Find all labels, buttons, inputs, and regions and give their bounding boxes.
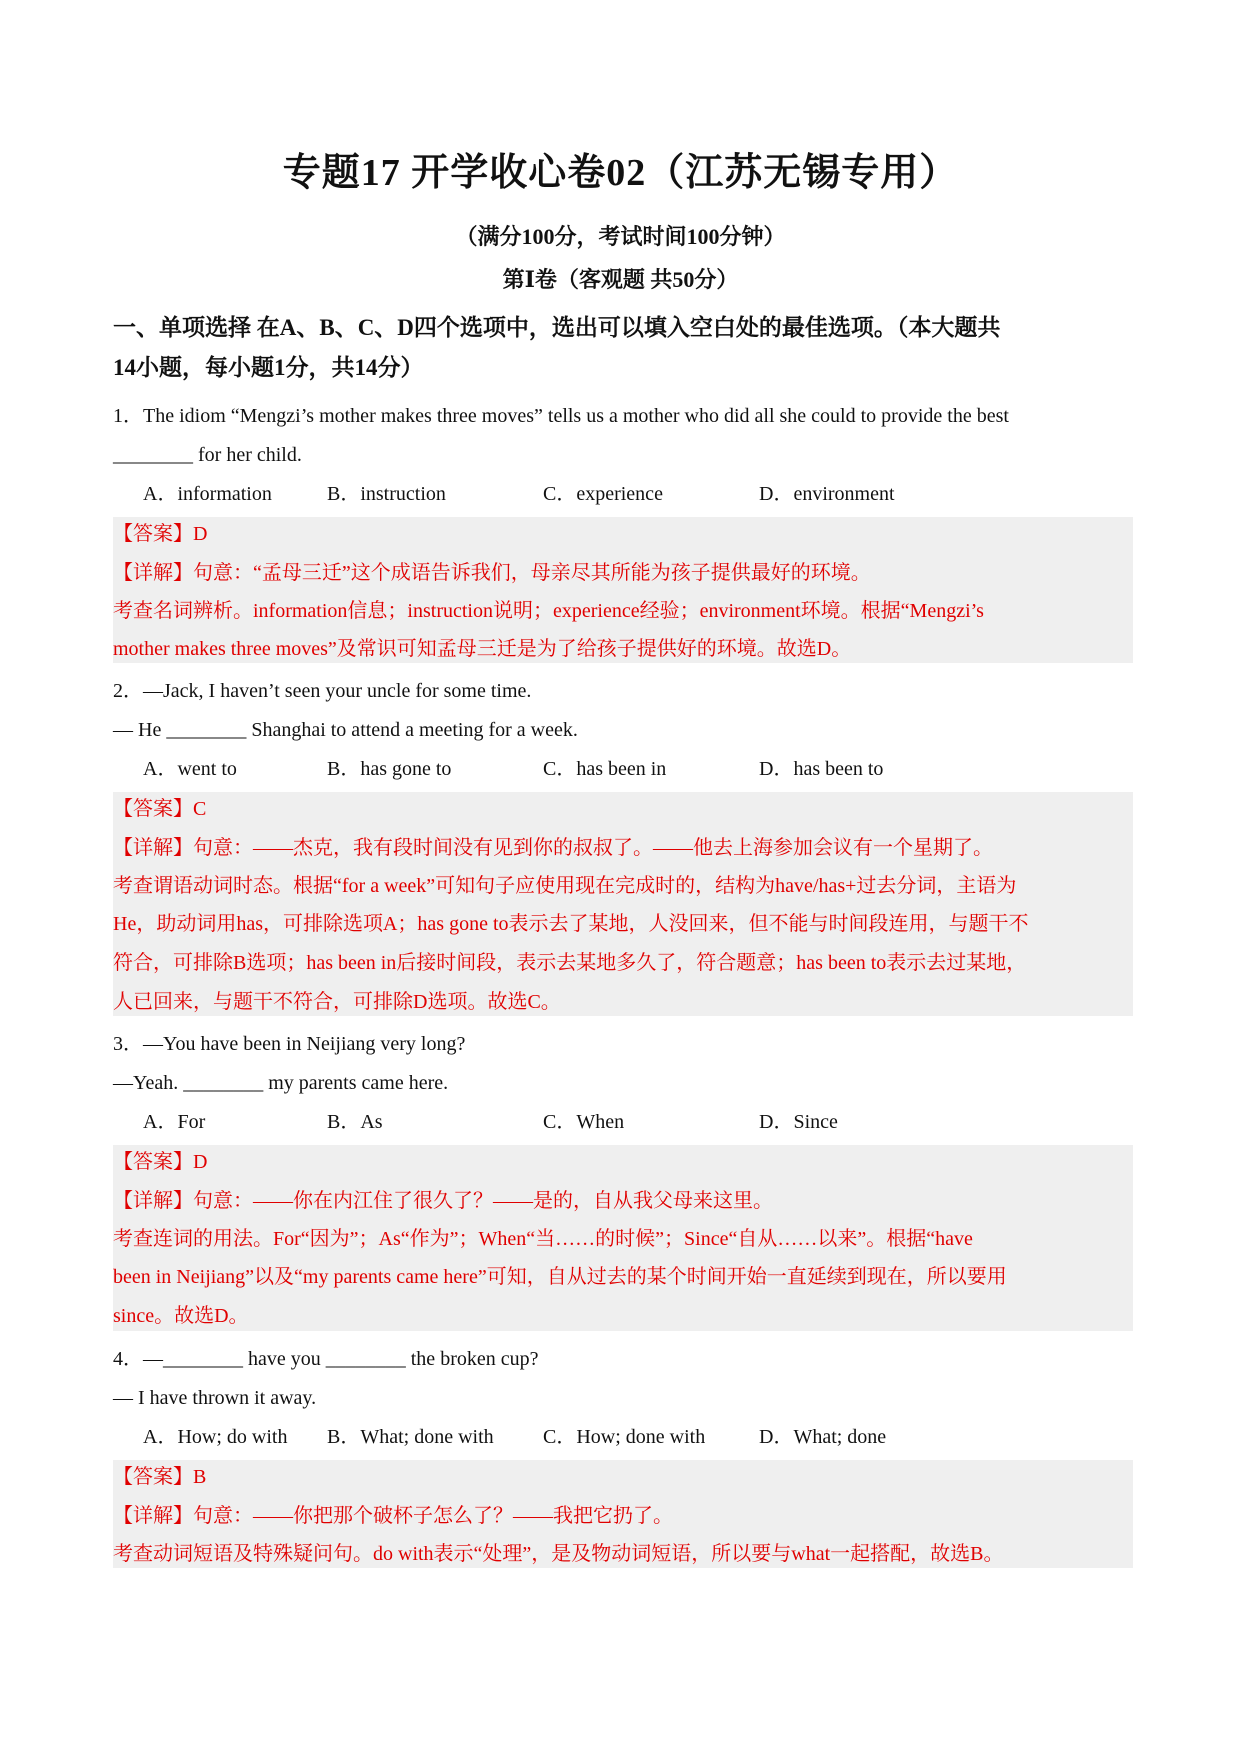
question-2-answer-box — [113, 792, 1133, 1016]
explanation-line: 【详解】句意：——杰克，我有段时间没有见到你的叔叔了。——他去上海参加会议有一个星期了。 — [113, 837, 993, 859]
option-c: C．How; done with — [543, 1426, 706, 1448]
explanation-line: 考查动词短语及特殊疑问句。do with表示“处理”，是及物动词短语，所以要与what一起搭配，故选B。 — [113, 1543, 1004, 1565]
option-a: A．information — [143, 483, 272, 505]
option-c: C．experience — [543, 483, 663, 505]
question-2-options — [143, 755, 1143, 783]
question-1-options — [143, 480, 1143, 508]
option-b: B．What; done with — [327, 1426, 494, 1448]
question-1-stem-line: 1．The idiom “Mengzi’s mother makes three moves” tells us a mother who did all she could to provide the best — [113, 405, 1009, 427]
option-c: C．When — [543, 1111, 625, 1133]
explanation-line: 人已回来，与题干不符合，可排除D选项。故选C。 — [113, 991, 561, 1013]
option-b: B．instruction — [327, 483, 446, 505]
option-a: A．How; do with — [143, 1426, 288, 1448]
option-a: A．went to — [143, 758, 237, 780]
option-d: D．environment — [759, 483, 895, 505]
question-4-stem-line: 4．—________ have you ________ the broken cup? — [113, 1348, 539, 1370]
question-3-stem-line: —Yeah. ________ my parents came here. — [113, 1072, 449, 1094]
option-d: D．What; done — [759, 1426, 887, 1448]
explanation-line: 符合，可排除B选项；has been in后接时间段，表示去某地多久了，符合题意；has been to表示去过某地， — [113, 952, 1027, 974]
question-2-stem-line: — He ________ Shanghai to attend a meeting for a week. — [113, 719, 578, 741]
explanation-line: 考查名词辨析。information信息；instruction说明；experience经验；environment环境。根据“Mengzi’s — [113, 600, 984, 622]
answer-label: 【答案】C — [113, 798, 207, 820]
option-c: C．has been in — [543, 758, 667, 780]
question-2-stem-line: 2．—Jack, I haven’t seen your uncle for some time. — [113, 680, 532, 702]
question-3-stem-line: 3．—You have been in Neijiang very long? — [113, 1033, 466, 1055]
answer-label: 【答案】D — [113, 1151, 208, 1173]
explanation-line: He，助动词用has，可排除选项A；has gone to表示去了某地，人没回来，但不能与时间段连用，与题干不 — [113, 913, 1029, 935]
section-heading-line-1: 一、单项选择 在A、B、C、D四个选项中，选出可以填入空白处的最佳选项。（本大题共 — [113, 315, 1001, 340]
option-d: D．Since — [759, 1111, 838, 1133]
question-4-stem-line: — I have thrown it away. — [113, 1387, 317, 1409]
document-title: 专题17 开学收心卷02（江苏无锡专用） — [282, 152, 959, 194]
question-1-stem-line: ________ for her child. — [113, 444, 302, 466]
volume-heading: 第Ⅰ卷（客观题 共50分） — [502, 267, 739, 292]
score-time-note: （满分100分，考试时间100分钟） — [455, 224, 786, 249]
question-3-options — [143, 1108, 1143, 1136]
explanation-line: since。故选D。 — [113, 1305, 249, 1327]
explanation-line: 【详解】句意：“孟母三迁”这个成语告诉我们，母亲尽其所能为孩子提供最好的环境。 — [113, 562, 871, 584]
question-3-answer-box — [113, 1145, 1133, 1331]
explanation-line: been in Neijiang”以及“my parents came here”可知，自从过去的某个时间开始一直延续到现在，所以要用 — [113, 1266, 1007, 1288]
answer-label: 【答案】B — [113, 1466, 207, 1488]
option-b: B．has gone to — [327, 758, 452, 780]
question-4-options — [143, 1423, 1143, 1451]
explanation-line: 考查谓语动词时态。根据“for a week”可知句子应使用现在完成时的，结构为have/has+过去分词，主语为 — [113, 875, 1017, 897]
question-4-answer-box — [113, 1460, 1133, 1568]
explanation-line: 【详解】句意：——你在内江住了很久了？——是的，自从我父母来这里。 — [113, 1190, 773, 1212]
option-d: D．has been to — [759, 758, 884, 780]
explanation-line: 【详解】句意：——你把那个破杯子怎么了？——我把它扔了。 — [113, 1505, 673, 1527]
explanation-line: mother makes three moves”及常识可知孟母三迁是为了给孩子提供好的环境。故选D。 — [113, 638, 852, 660]
section-heading-line-2: 14小题，每小题1分，共14分） — [113, 355, 424, 380]
option-b: B．As — [327, 1111, 383, 1133]
option-a: A．For — [143, 1111, 206, 1133]
answer-label: 【答案】D — [113, 523, 208, 545]
explanation-line: 考查连词的用法。For“因为”；As“作为”；When“当……的时候”；Since“自从……以来”。根据“have — [113, 1228, 973, 1250]
question-1-answer-box — [113, 517, 1133, 663]
